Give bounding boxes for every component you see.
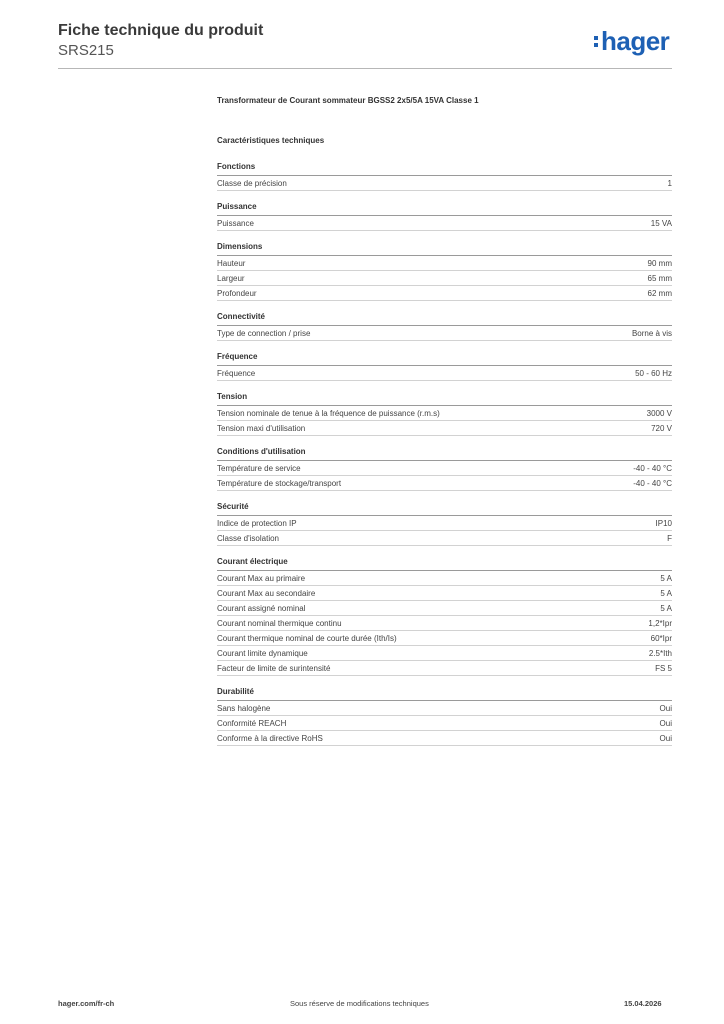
product-reference: SRS215 (58, 42, 114, 59)
spec-value: Oui (659, 733, 672, 743)
spec-value: 62 mm (647, 288, 672, 298)
spec-row (217, 661, 672, 676)
spec-row (217, 326, 672, 341)
spec-row (217, 176, 672, 191)
spec-label: Courant thermique nominal de courte durée (Ith/Is) (217, 633, 397, 643)
page-title: Fiche technique du produit (58, 22, 264, 39)
spec-group (217, 686, 672, 746)
spec-group-title: Fréquence (217, 351, 672, 366)
spec-row (217, 586, 672, 601)
spec-group-title: Conditions d'utilisation (217, 446, 672, 461)
spec-group (217, 161, 672, 191)
spec-group-title: Puissance (217, 201, 672, 216)
section-heading: Caractéristiques techniques (217, 136, 325, 145)
spec-label: Courant limite dynamique (217, 648, 308, 658)
spec-value: 5 A (660, 588, 672, 598)
spec-row (217, 366, 672, 381)
spec-row (217, 731, 672, 746)
spec-value: Borne à vis (631, 328, 672, 338)
spec-value: 1,2*Ipr (648, 618, 672, 628)
spec-group (217, 241, 672, 301)
spec-label: Profondeur (217, 288, 257, 298)
spec-value: 15 VA (650, 218, 672, 228)
spec-value: 5 A (660, 603, 672, 613)
spec-value: 90 mm (647, 258, 672, 268)
footer-disclaimer: Sous réserve de modifications techniques (290, 999, 429, 1008)
spec-label: Conforme à la directive RoHS (217, 733, 323, 743)
spec-value: 2.5*Ith (648, 648, 672, 658)
spec-group-title: Courant électrique (217, 556, 672, 571)
spec-group-title: Durabilité (217, 686, 672, 701)
spec-label: Classe de précision (217, 178, 287, 188)
spec-group (217, 556, 672, 676)
spec-group (217, 446, 672, 491)
spec-value: 3000 V (646, 408, 672, 418)
spec-label: Fréquence (217, 368, 256, 378)
spec-value: -40 - 40 °C (633, 478, 672, 488)
spec-row (217, 531, 672, 546)
spec-value: -40 - 40 °C (633, 463, 672, 473)
spec-row (217, 256, 672, 271)
spec-row (217, 631, 672, 646)
product-description: Transformateur de Courant sommateur BGSS2 2x5/5A 15VA Classe 1 (217, 96, 479, 105)
spec-label: Sans halogène (217, 703, 271, 713)
spec-value: 60*Ipr (650, 633, 672, 643)
spec-label: Facteur de limite de surintensité (217, 663, 331, 673)
spec-label: Indice de protection IP (217, 518, 297, 528)
spec-group-title: Fonctions (217, 161, 672, 176)
spec-row (217, 461, 672, 476)
spec-group-title: Dimensions (217, 241, 672, 256)
spec-label: Température de stockage/transport (217, 478, 342, 488)
spec-value: Oui (659, 718, 672, 728)
spec-label: Largeur (217, 273, 245, 283)
spec-label: Courant assigné nominal (217, 603, 306, 613)
spec-row (217, 421, 672, 436)
spec-row (217, 271, 672, 286)
spec-group (217, 351, 672, 381)
spec-label: Température de service (217, 463, 301, 473)
spec-groups (217, 161, 672, 746)
spec-value: 65 mm (647, 273, 672, 283)
footer-website-link[interactable]: hager.com/fr-ch (58, 999, 115, 1008)
spec-row (217, 601, 672, 616)
spec-label: Type de connection / prise (217, 328, 311, 338)
hager-logo (594, 28, 669, 54)
spec-label: Puissance (217, 218, 254, 228)
spec-label: Hauteur (217, 258, 246, 268)
logo-colon-icon (594, 35, 599, 49)
logo-text: hager (601, 26, 670, 56)
spec-label: Conformité REACH (217, 718, 287, 728)
spec-label: Tension maxi d'utilisation (217, 423, 306, 433)
spec-label: Courant Max au secondaire (217, 588, 316, 598)
spec-row (217, 406, 672, 421)
spec-group (217, 501, 672, 546)
spec-row (217, 516, 672, 531)
spec-label: Classe d'isolation (217, 533, 280, 543)
spec-row (217, 716, 672, 731)
spec-label: Courant Max au primaire (217, 573, 306, 583)
spec-row (217, 476, 672, 491)
spec-group-title: Sécurité (217, 501, 672, 516)
spec-value: F (667, 533, 672, 543)
spec-value: 5 A (660, 573, 672, 583)
spec-value: IP10 (655, 518, 672, 528)
spec-group (217, 391, 672, 436)
spec-group (217, 311, 672, 341)
spec-row (217, 646, 672, 661)
spec-row (217, 286, 672, 301)
header-divider (58, 68, 672, 69)
spec-value: Oui (659, 703, 672, 713)
spec-row (217, 616, 672, 631)
spec-row (217, 216, 672, 231)
spec-value: 1 (667, 178, 672, 188)
spec-content (217, 95, 672, 756)
spec-row (217, 701, 672, 716)
spec-value: 50 - 60 Hz (635, 368, 672, 378)
spec-value: FS 5 (655, 663, 672, 673)
spec-value: 720 V (651, 423, 672, 433)
spec-group-title: Tension (217, 391, 672, 406)
spec-group (217, 201, 672, 231)
footer-date: 15.04.2026 (624, 999, 662, 1008)
spec-label: Courant nominal thermique continu (217, 618, 342, 628)
spec-row (217, 571, 672, 586)
spec-group-title: Connectivité (217, 311, 672, 326)
spec-label: Tension nominale de tenue à la fréquence de puissance (r.m.s) (217, 408, 440, 418)
